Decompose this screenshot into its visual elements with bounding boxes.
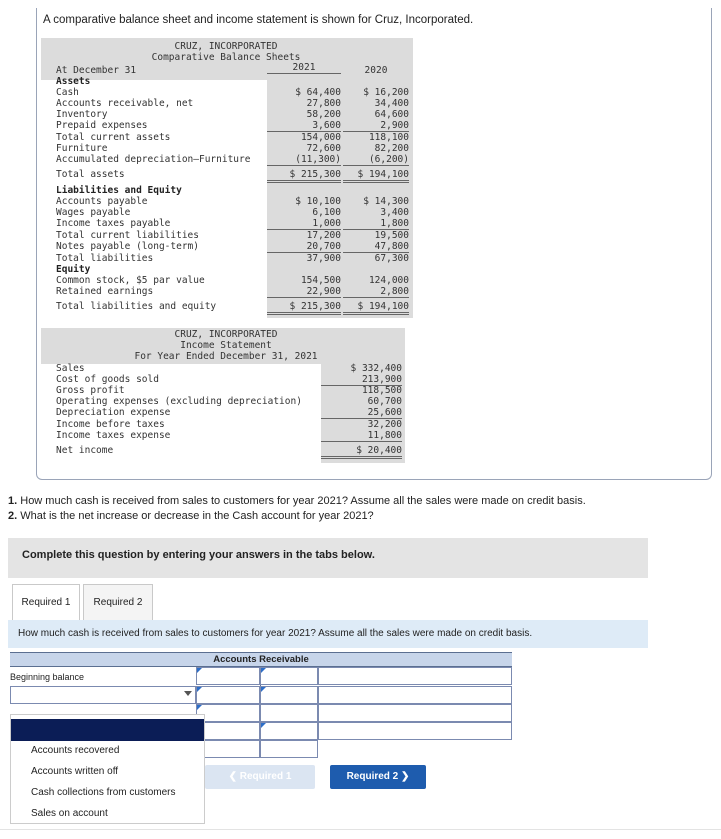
questions (8, 494, 586, 524)
credit-beginning-amount-input[interactable] (318, 667, 512, 685)
bs-row: Cash $ 64,400 $ 16,200 (56, 87, 409, 98)
is-row: Income before taxes 32,200 (56, 419, 402, 430)
prev-required-button[interactable] (205, 765, 315, 789)
option-sales-on-account[interactable]: Sales on account (31, 808, 108, 819)
equity-heading: Equity (56, 264, 91, 275)
credit-amount-input[interactable] (318, 686, 512, 704)
q2-number: 2. (8, 510, 18, 522)
is-row: Depreciation expense 25,600 (56, 407, 402, 418)
option-cash-collections[interactable]: Cash collections from customers (31, 787, 176, 798)
bs-date-label: At December 31 (56, 65, 137, 76)
credit-label-input[interactable] (260, 686, 318, 704)
bs-row: Total liabilities 37,900 67,300 (56, 253, 409, 264)
beginning-balance-label: Beginning balance (10, 672, 85, 682)
tab-required-1[interactable]: Required 1 (12, 584, 80, 620)
bs-year-2021: 2021 (267, 62, 341, 74)
bottom-divider (0, 829, 721, 830)
prev-label: Required 1 (239, 771, 292, 782)
question-1: How much cash is received from sales to customers for year 2021? Assume all the sales were made on credit basis. (20, 495, 586, 507)
bs-title: Comparative Balance Sheets (151, 52, 301, 63)
debit-amount-input[interactable] (196, 722, 260, 740)
intro-text: A comparative balance sheet and income statement is shown for Cruz, Incorporated. (43, 14, 474, 26)
is-period: For Year Ended December 31, 2021 (134, 351, 318, 362)
is-row: Cost of goods sold 213,900 (56, 374, 402, 385)
chevron-left-icon: ❮ (228, 771, 237, 782)
instructions-bar (8, 538, 648, 578)
chevron-right-icon: ❯ (401, 771, 410, 782)
bs-row: Accounts payable $ 10,100 $ 14,300 (56, 196, 409, 207)
next-label: Required 2 (346, 771, 399, 782)
bs-row: Total liabilities and equity $ 215,300 $ 194,100 (41, 301, 413, 313)
is-title: Income Statement (180, 340, 272, 351)
bs-row: Notes payable (long-term) 20,700 47,800 (56, 241, 409, 252)
credit-total-input[interactable] (260, 740, 318, 758)
income-statement (41, 328, 413, 463)
bs-row: Retained earnings 22,900 2,800 (56, 286, 409, 297)
bs-row: Wages payable 6,100 3,400 (56, 207, 409, 218)
complete-prompt: Complete this question by entering your answers in the tabs below. (22, 549, 375, 561)
credit-label-input[interactable] (260, 722, 318, 740)
credit-amount-input[interactable] (318, 722, 512, 740)
is-row: Gross profit 118,500 (56, 385, 402, 396)
question-2: What is the net increase or decrease in the Cash account for year 2021? (20, 510, 374, 522)
is-row: Sales $ 332,400 (56, 363, 402, 374)
is-row: Operating expenses (excluding depreciation) 60,700 (56, 396, 402, 407)
debit-total-input[interactable] (196, 740, 260, 758)
credit-amount-input[interactable] (318, 704, 512, 722)
chevron-down-icon[interactable] (184, 691, 192, 696)
tab-required-2[interactable]: Required 2 (83, 584, 153, 620)
bs-row: Accumulated depreciation—Furniture (11,300) (6,200) (56, 154, 409, 165)
bs-row: Prepaid expenses 3,600 2,900 (56, 120, 409, 131)
bs-company: CRUZ, INCORPORATED (174, 41, 278, 52)
bs-row: Income taxes payable 1,000 1,800 (56, 218, 409, 229)
credit-label-input[interactable] (260, 704, 318, 722)
dropdown-highlight[interactable] (11, 719, 204, 741)
debit-label-select[interactable] (10, 686, 196, 704)
next-required-button[interactable] (330, 765, 426, 789)
is-company: CRUZ, INCORPORATED (174, 329, 278, 340)
option-accounts-recovered[interactable]: Accounts recovered (31, 745, 120, 756)
bs-row: Inventory 58,200 64,600 (56, 109, 409, 120)
bs-row: Common stock, $5 par value 154,500 124,000 (56, 275, 409, 286)
dropdown-list (10, 714, 205, 824)
debit-amount-input[interactable] (196, 704, 260, 722)
debit-amount-input[interactable] (196, 686, 260, 704)
option-accounts-written-off[interactable]: Accounts written off (31, 766, 119, 777)
bs-row: Accounts receivable, net 27,800 34,400 (56, 98, 409, 109)
is-row: Net income $ 20,400 (41, 445, 413, 457)
q1-number: 1. (8, 495, 18, 507)
problem-panel (36, 8, 712, 480)
balance-sheet (41, 38, 413, 318)
bs-row: Total current assets 154,000 118,100 (56, 132, 409, 143)
credit-beginning-label-input[interactable] (260, 667, 318, 685)
bs-row: Furniture 72,600 82,200 (56, 143, 409, 154)
bs-row: Total current liabilities 17,200 19,500 (56, 230, 409, 241)
active-question: How much cash is received from sales to customers for year 2021? Assume all the sales were made on credit basis. (8, 620, 648, 648)
is-row: Income taxes expense 11,800 (56, 430, 402, 441)
bs-row: Total assets $ 215,300 $ 194,100 (41, 169, 413, 181)
t-account-title: Accounts Receivable (10, 652, 512, 667)
liabilities-heading: Liabilities and Equity (56, 185, 182, 196)
bs-year-2020: 2020 (364, 65, 388, 76)
assets-heading: Assets (56, 76, 91, 87)
debit-beginning-input[interactable] (196, 667, 260, 685)
